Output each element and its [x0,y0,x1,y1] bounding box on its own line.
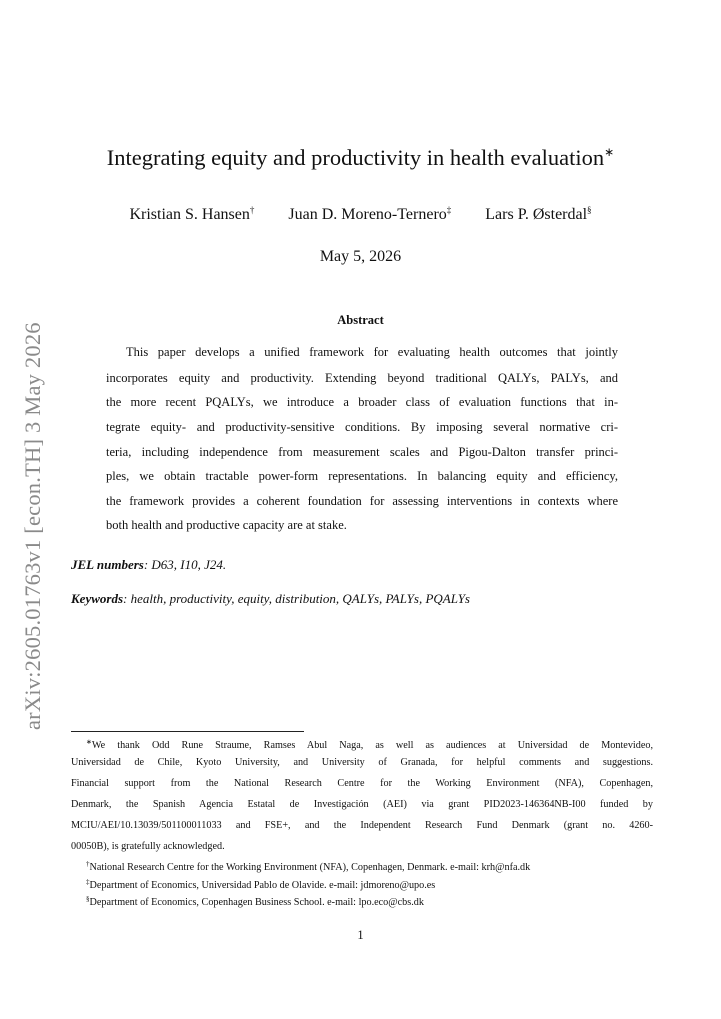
page-number: 1 [357,928,364,942]
footnote-affiliation [86,874,668,891]
footnote-text: National Research Centre for the Working Environment (NFA), Copenhagen, Denmark. e-mail: krh@nfa.dk [89,862,531,873]
keywords-label: Keywords [71,591,123,606]
author-name: Juan D. Moreno-Ternero [288,206,447,223]
author-3 [485,206,591,223]
abstract-line: This paper develops a unified framework for evaluating health outcomes that jointly [126,345,618,359]
abstract-heading: Abstract [337,313,384,327]
abstract-line: the framework provides a coherent foundation for assessing interventions in contexts where [106,494,618,508]
footnote-thanks-line: Financial support from the National Research Centre for the Working Environment (NFA), Copenhagen, [71,778,653,789]
author-2 [288,206,451,223]
footnote-text: Department of Economics, Copenhagen Business School. e-mail: lpo.eco@cbs.dk [89,897,424,908]
jel-value: : D63, I10, J24. [143,557,227,572]
footnote-thanks-line: Universidad de Chile, Kyoto University, and University of Granada, for helpful comments and suggestions. [71,757,653,768]
author-mark: ‡ [446,205,452,215]
paper-title [0,145,721,171]
abstract-line: tegrate equity- and productivity-sensitive conditions. By imposing several normative cri- [106,420,618,434]
footnote-thanks-line: MCIU/AEI/10.13039/501100011033 and FSE+, and the Independent Research Fund Denmark (grant no. 4260- [71,820,653,831]
paper-date: May 5, 2026 [319,248,402,265]
footnote-thanks-line: Denmark, the Spanish Agencia Estatal de Investigación (AEI) via grant PID2023-146364NB-I00 funded by [71,799,653,810]
footnote-affiliation [86,891,668,908]
jel-numbers [71,557,226,573]
author-mark: † [249,205,255,215]
author-mark: § [587,205,592,215]
title-footnote-mark: ∗ [604,145,615,159]
arxiv-stamp: arXiv:2605.01763v1 [econ.TH] 3 May 2026 [20,322,45,730]
footnote-mark: § [86,895,90,903]
paper-title-text: Integrating equity and productivity in health evaluation [106,145,605,170]
jel-label: JEL numbers [71,557,144,572]
abstract-line: both health and productive capacity are at stake. [106,518,347,532]
abstract-line: incorporates equity and productivity. Extending beyond traditional QALYs, PALYs, and [106,371,618,385]
author-name: Kristian S. Hansen [129,206,250,223]
footnote-text: We thank Odd Rune Straume, Ramses Abul Naga, as well as audiences at Universidad de Montevideo, [91,740,653,751]
footnote-thanks-line [86,734,653,751]
footnote-mark: ‡ [86,878,90,886]
keywords [71,591,470,607]
footnote-affiliation [86,856,668,873]
footnote-text: Department of Economics, Universidad Pablo de Olavide. e-mail: jdmoreno@upo.es [89,880,436,891]
abstract-line: the more recent PQALYs, we introduce a broader class of evaluation functions that in- [106,395,618,409]
author-1 [129,206,254,223]
author-list [0,205,721,224]
abstract-line: ples, we obtain tractable power-form representations. In balancing equity and efficiency, [106,469,618,483]
abstract-line: teria, including independence from measurement scales and Pigou-Dalton transfer princi- [106,445,618,459]
footnote-thanks-line: 00050B), is gratefully acknowledged. [71,841,225,852]
keywords-value: : health, productivity, equity, distribution, QALYs, PALYs, PQALYs [123,591,470,606]
footnote-rule [71,731,304,732]
footnote-mark: ∗ [86,738,92,746]
footnote-mark: † [86,860,90,868]
author-name: Lars P. Østerdal [485,206,588,223]
